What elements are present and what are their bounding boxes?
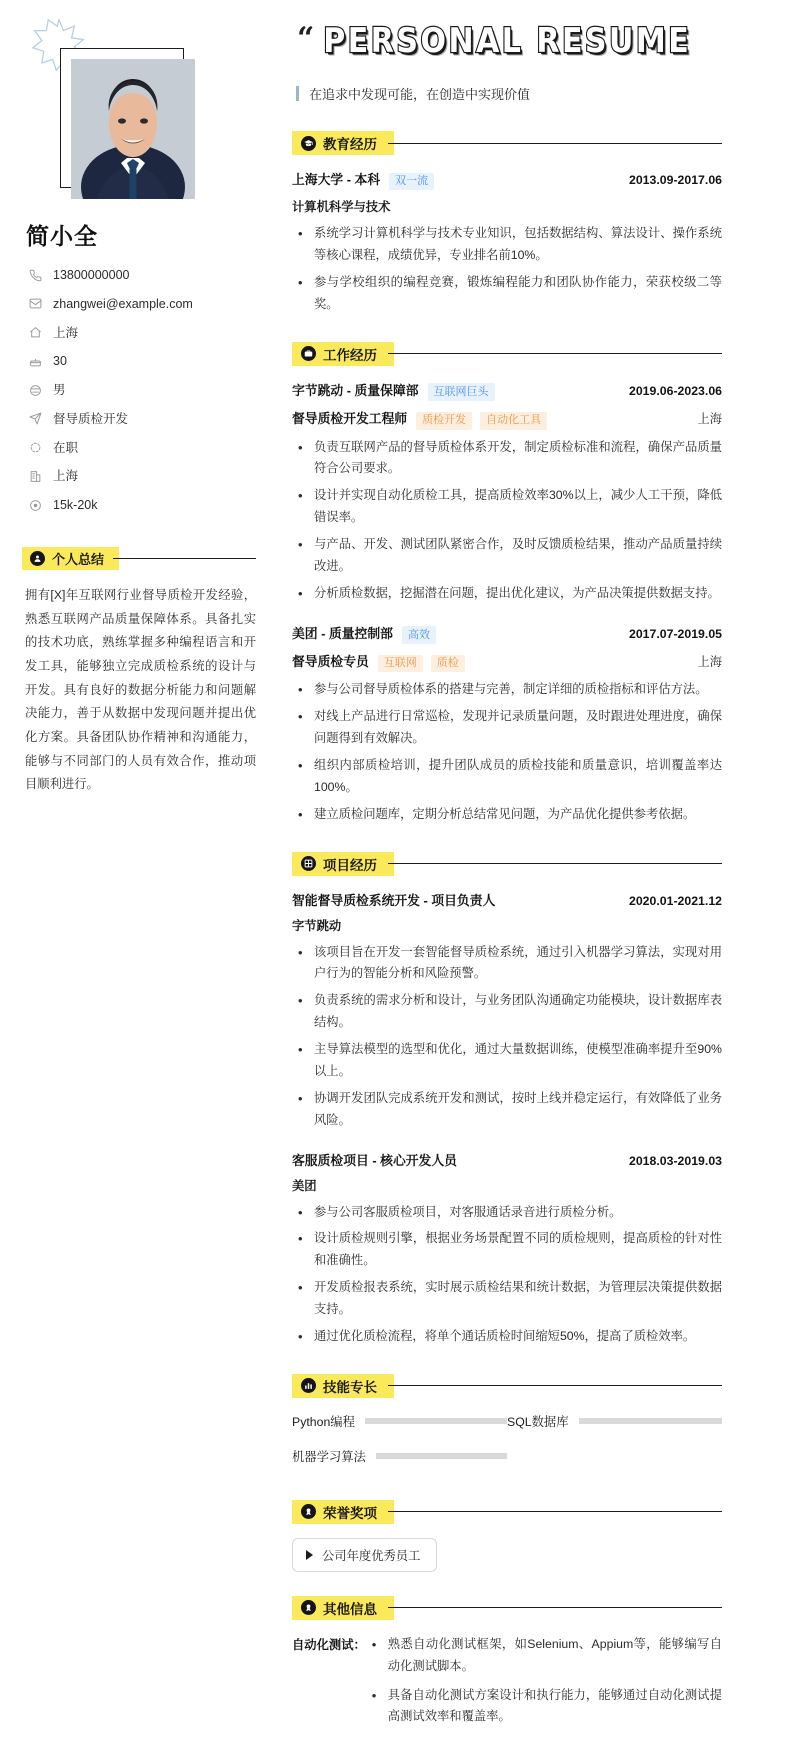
- list-item: • 该项目旨在开发一套智能督导质检系统，通过引入机器学习算法，实现对用户行为的智能分析和风险预警。: [292, 942, 722, 986]
- summary-section-rule: [113, 558, 256, 559]
- resume-title-row: [292, 22, 722, 68]
- entry-tag: 自动化工具: [480, 412, 547, 430]
- skills-section-chip: [292, 1374, 394, 1398]
- honor-label: 公司年度优秀员工: [322, 1548, 421, 1563]
- entry-subtitle: 计算机科学与技术: [292, 200, 391, 215]
- contact-value: 13800000000: [53, 268, 130, 282]
- entry-left: [292, 1150, 617, 1169]
- education-section-header: [292, 131, 722, 155]
- entry-role-row: [292, 651, 722, 672]
- entry-tag: 互联网巨头: [428, 383, 495, 401]
- entry-header: [292, 380, 722, 401]
- project-entry: [292, 890, 722, 1132]
- entry-title: 客服质检项目 - 核心开发人员: [292, 1152, 457, 1168]
- contact-value: 督导质检开发: [53, 411, 129, 426]
- education-section: [292, 131, 722, 316]
- skill-item: [292, 1447, 507, 1465]
- other-section-header: [292, 1596, 722, 1620]
- entry-role-row: [292, 408, 722, 429]
- quote-icon: “: [297, 21, 315, 56]
- entry-bullets: [292, 679, 722, 825]
- contact-value: 15k-20k: [53, 498, 98, 512]
- contact-email: [27, 296, 256, 312]
- entry-header: [292, 1150, 722, 1169]
- work-entry: [292, 380, 722, 605]
- phone-icon: [27, 268, 44, 283]
- entry-bullets: [292, 942, 722, 1132]
- list-item: • 设计质检规则引擎，根据业务场景配置不同的质检规则，提高质检的针对性和准确性。: [292, 1228, 722, 1272]
- summary-section-header: [22, 547, 256, 570]
- contact-list: [27, 267, 256, 513]
- entry-title: 上海大学 - 本科: [292, 172, 381, 187]
- entry-left: [292, 890, 617, 909]
- entry-role: 督导质检开发工程师: [292, 411, 408, 427]
- main-column: [278, 0, 794, 1759]
- play-triangle-icon: [306, 1550, 313, 1560]
- project-section-chip: [292, 852, 394, 876]
- other-group-body: [366, 1634, 722, 1736]
- entry-date: 2013.09-2017.06: [629, 173, 722, 187]
- salary-icon: [27, 498, 44, 513]
- list-item: • 设计并实现自动化质检工具，提高质检效率30%以上，减少人工干预，降低错误率。: [292, 485, 722, 529]
- entry-bullets: [292, 223, 722, 316]
- entry-title: 美团 - 质量控制部: [292, 625, 393, 641]
- work-section-chip: [292, 342, 394, 366]
- honors-section: [292, 1500, 722, 1572]
- cake-icon: [27, 354, 44, 369]
- resume-subtitle: 在追求中发现可能，在创造中实现价值: [309, 87, 531, 102]
- honors-section-chip: [292, 1500, 394, 1524]
- skill-name: SQL数据库: [507, 1414, 569, 1429]
- list-item: • 与产品、开发、测试团队紧密合作，及时反馈质检结果，推动产品质量持续改进。: [292, 534, 722, 578]
- entry-tag: 双一流: [389, 173, 434, 191]
- project-section-header: [292, 852, 722, 876]
- project-section-title: 项目经历: [323, 857, 377, 873]
- education-entry: [292, 169, 722, 316]
- list-item: • 具备自动化测试方案设计和执行能力，能够通过自动化测试提高测试效率和覆盖率。: [366, 1685, 722, 1729]
- award-icon: [301, 1600, 316, 1615]
- other-section-chip: [292, 1596, 394, 1620]
- list-item: • 参与公司督导质检体系的搭建与完善，制定详细的质检指标和评估方法。: [292, 679, 722, 701]
- list-item: • 参与学校组织的编程竞赛，锻炼编程能力和团队协作能力，荣获校级二等奖。: [292, 272, 722, 316]
- list-item: • 协调开发团队完成系统开发和测试，按时上线并稳定运行，有效降低了业务风险。: [292, 1088, 722, 1132]
- contact-gender: [27, 382, 256, 398]
- entry-left: [292, 169, 617, 190]
- other-group-label: 自动化测试：: [292, 1637, 366, 1652]
- skill-progress-track: [365, 1418, 507, 1424]
- skills-section-rule: [388, 1385, 722, 1386]
- entry-subtitle: 字节跳动: [292, 918, 342, 933]
- list-item: • 负责互联网产品的督导质检体系开发，制定质检标准和流程，确保产品质量符合公司要求。: [292, 437, 722, 481]
- contact-work-city: [27, 468, 256, 484]
- list-item: • 主导算法模型的选型和优化，通过大量数据训练，使模型准确率提升至90%以上。: [292, 1039, 722, 1083]
- entry-tag: 质检: [431, 655, 465, 673]
- contact-value: 上海: [53, 469, 79, 484]
- entry-date: 2020.01-2021.12: [629, 893, 722, 908]
- avatar-block: [38, 24, 203, 192]
- work-section: [292, 342, 722, 826]
- project-entry: [292, 1150, 722, 1348]
- contact-value: 在职: [53, 440, 79, 455]
- skill-progress-track: [376, 1453, 507, 1459]
- entry-tag: 高效: [402, 626, 436, 644]
- avatar: [71, 59, 195, 199]
- education-section-chip: [292, 131, 394, 155]
- skills-section-header: [292, 1374, 722, 1398]
- contact-status: [27, 440, 256, 456]
- resume-title: PERSONAL RESUME: [323, 22, 692, 62]
- skill-list: [292, 1412, 722, 1482]
- honor-list: [292, 1538, 722, 1572]
- honors-section-rule: [388, 1511, 722, 1512]
- skill-item: [507, 1412, 722, 1430]
- skill-name: 机器学习算法: [292, 1449, 366, 1464]
- entry-tag: 质检开发: [416, 412, 472, 430]
- contact-position: [27, 411, 256, 427]
- entry-left: [292, 408, 685, 429]
- entry-date: 2019.06-2023.06: [629, 383, 722, 398]
- entry-date: 2017.07-2019.05: [629, 626, 722, 641]
- honors-section-header: [292, 1500, 722, 1524]
- paper-plane-icon: [27, 411, 44, 426]
- briefcase-icon: [301, 346, 316, 361]
- work-entry: [292, 623, 722, 826]
- entry-location: 上海: [697, 655, 722, 669]
- education-section-rule: [388, 143, 722, 144]
- home-icon: [27, 325, 44, 340]
- entry-bullets: [366, 1634, 722, 1729]
- entry-title: 智能督导质检系统开发 - 项目负责人: [292, 892, 496, 908]
- entry-bullets: [292, 1202, 722, 1348]
- contact-city: [27, 325, 256, 341]
- work-section-header: [292, 342, 722, 366]
- subtitle-accent-bar: [296, 86, 299, 101]
- work-section-title: 工作经历: [323, 347, 377, 363]
- award-icon: [301, 1504, 316, 1519]
- other-section-title: 其他信息: [323, 1601, 377, 1617]
- entry-bullets: [292, 437, 722, 605]
- sidebar: [0, 0, 278, 1759]
- contact-value: zhangwei@example.com: [53, 296, 193, 311]
- list-item: • 对线上产品进行日常巡检，发现并记录质量问题，及时跟进处理进度，确保问题得到有效解决。: [292, 706, 722, 750]
- summary-section-title: 个人总结: [52, 552, 105, 568]
- entry-location: 上海: [697, 412, 722, 427]
- entry-left: [292, 380, 617, 401]
- contact-age: [27, 353, 256, 369]
- list-item: • 通过优化质检流程，将单个通话质检时间缩短50%，提高了质检效率。: [292, 1326, 722, 1348]
- contact-value: 上海: [53, 325, 79, 340]
- education-section-title: 教育经历: [323, 137, 377, 152]
- entry-left: [292, 623, 617, 644]
- list-item: • 建立质检问题库，定期分析总结常见问题，为产品优化提供参考依据。: [292, 804, 722, 826]
- bar-chart-icon: [301, 1378, 316, 1393]
- skill-progress-track: [579, 1418, 723, 1424]
- entry-date: 2018.03-2019.03: [629, 1153, 722, 1168]
- other-group: [292, 1634, 722, 1736]
- entry-header: [292, 623, 722, 644]
- skill-item: [292, 1412, 507, 1430]
- mail-icon: [27, 296, 44, 311]
- project-section-rule: [388, 863, 722, 864]
- skills-section: [292, 1374, 722, 1482]
- skills-section-title: 技能专长: [323, 1379, 377, 1395]
- entry-header: [292, 169, 722, 190]
- honor-item[interactable]: [292, 1538, 437, 1572]
- title-block: [292, 22, 722, 103]
- person-icon: [30, 551, 45, 566]
- list-item: • 组织内部质检培训，提升团队成员的质检技能和质量意识，培训覆盖率达100%。: [292, 755, 722, 799]
- entry-role: 督导质检专员: [292, 654, 369, 669]
- list-item: • 参与公司客服质检项目，对客服通话录音进行质检分析。: [292, 1202, 722, 1224]
- contact-salary: [27, 497, 256, 513]
- graduation-cap-icon: [301, 136, 316, 151]
- list-item: • 系统学习计算机科学与技术专业知识，包括数据结构、算法设计、操作系统等核心课程，成绩优异，专业排名前10%。: [292, 223, 722, 267]
- list-item: • 负责系统的需求分析和设计，与业务团队沟通确定功能模块，设计数据库表结构。: [292, 990, 722, 1034]
- page-title: 简小全: [26, 223, 98, 249]
- honors-section-title: 荣誉奖项: [323, 1505, 377, 1521]
- grid-icon: [301, 856, 316, 871]
- entry-header: [292, 890, 722, 909]
- entry-subtitle: 美团: [292, 1178, 317, 1193]
- entry-left: [292, 651, 685, 672]
- list-item: • 熟悉自动化测试框架，如Selenium、Appium等，能够编写自动化测试脚本。: [366, 1634, 722, 1678]
- contact-value: 30: [53, 354, 67, 369]
- contact-phone: [27, 267, 256, 283]
- entry-title: 字节跳动 - 质量保障部: [292, 382, 419, 398]
- other-section-rule: [388, 1607, 722, 1608]
- subtitle-row: [296, 84, 722, 103]
- work-section-rule: [388, 353, 722, 354]
- entry-tag: 互联网: [378, 655, 423, 673]
- gender-icon: [27, 383, 44, 398]
- building-icon: [27, 469, 44, 484]
- list-item: • 分析质检数据，挖掘潜在问题，提出优化建议，为产品决策提供数据支持。: [292, 583, 722, 605]
- skill-name: Python编程: [292, 1414, 355, 1429]
- contact-value: 男: [53, 383, 66, 397]
- summary-text: 拥有[X]年互联网行业督导质检开发经验，熟悉互联网产品质量保障体系。具备扎实的技术功底，熟练掌握多种编程语言和开发工具，能够独立完成质检系统的设计与开发。具有良好的数据分析能力和问题解决能力，善于从数据中发现问题并提出优化方案。具备团队协作精神和沟通能力，能够与不同部门的人员有效合作，推动项目顺利进行。: [25, 588, 256, 792]
- status-icon: [27, 440, 44, 455]
- project-section: [292, 852, 722, 1348]
- other-section: [292, 1596, 722, 1736]
- summary-section-chip: [22, 547, 119, 570]
- list-item: • 开发质检报表系统，实时展示质检结果和统计数据，为管理层决策提供数据支持。: [292, 1277, 722, 1321]
